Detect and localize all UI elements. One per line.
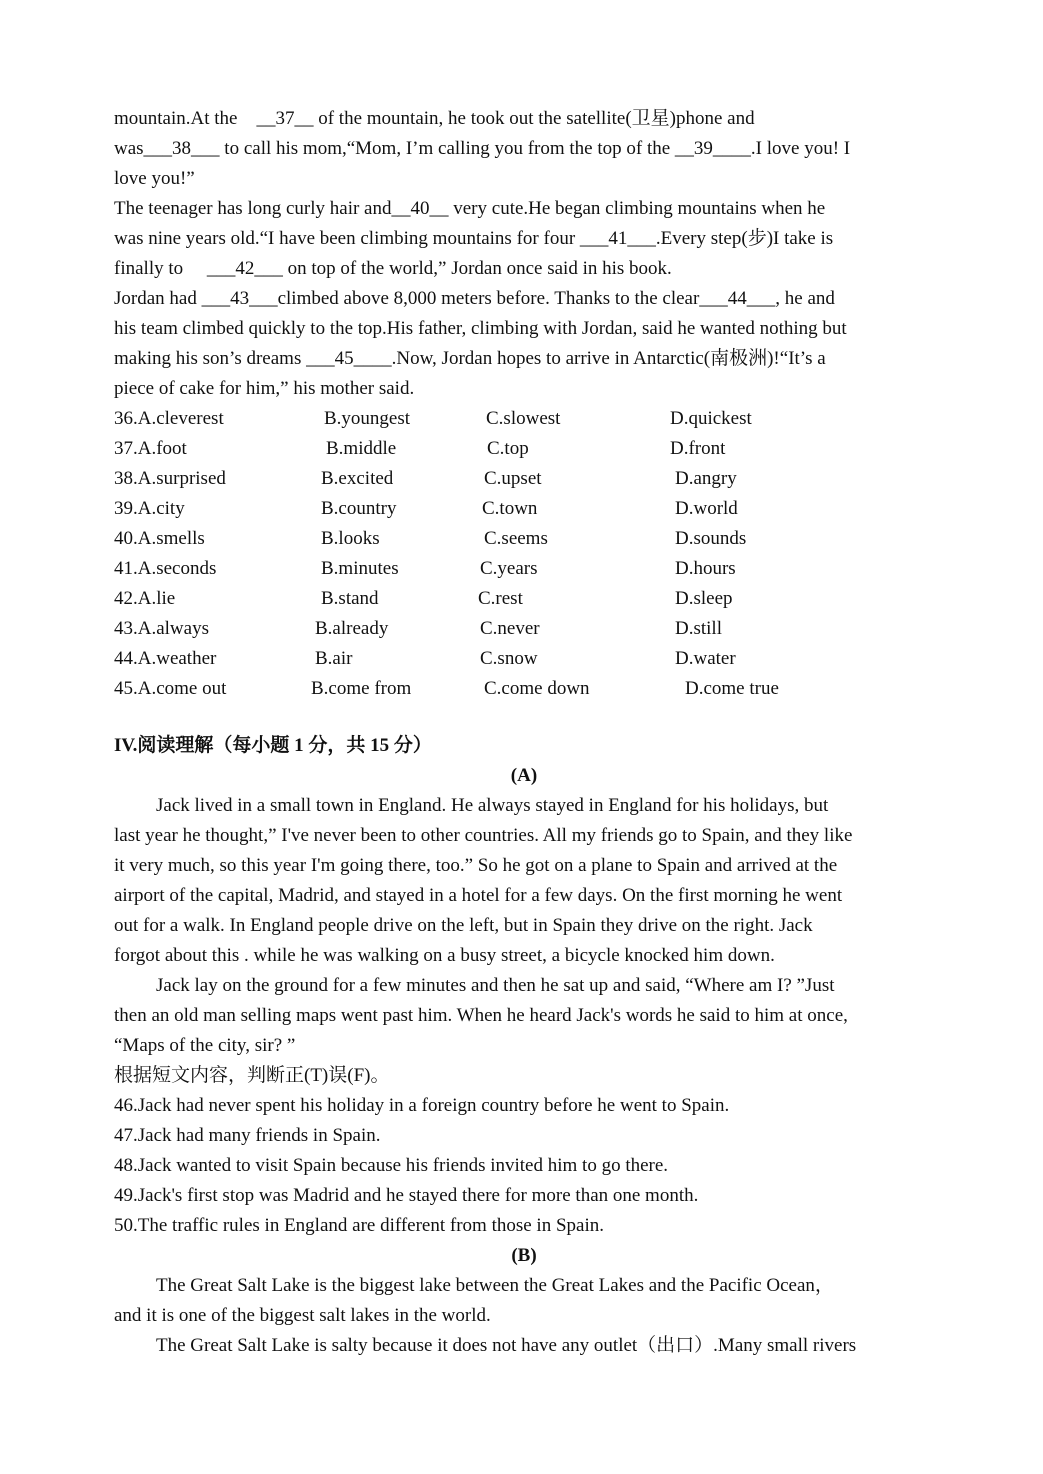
option-c: C.rest [478, 588, 523, 609]
option-b: B.minutes [321, 558, 399, 579]
option-c: C.come down [484, 678, 590, 699]
option-d: D.still [675, 618, 722, 639]
passage-line: his team climbed quickly to the top.His father, climbing with Jordan, said he wanted nothing but [114, 318, 847, 339]
cloze-options [114, 404, 934, 704]
option-row-37 [114, 434, 934, 464]
option-d: D.hours [675, 558, 736, 579]
option-c: C.upset [484, 468, 542, 489]
option-row-39 [114, 494, 934, 524]
question-item: 49.Jack's first stop was Madrid and he stayed there for more than one month. [114, 1185, 699, 1206]
option-d: D.water [675, 648, 736, 669]
option-c: C.town [482, 498, 538, 519]
option-c: C.top [487, 438, 529, 459]
question-item: 46.Jack had never spent his holiday in a foreign country before he went to Spain. [114, 1095, 730, 1116]
passage-line: The Great Salt Lake is salty because it does not have any outlet（出口）.Many small rivers [156, 1335, 857, 1356]
option-d: D.sounds [675, 528, 747, 549]
option-c: C.seems [484, 528, 548, 549]
option-c: C.never [480, 618, 540, 639]
option-d: D.front [670, 438, 726, 459]
passage-line: Jack lived in a small town in England. He always stayed in England for his holidays, but [156, 795, 829, 816]
option-b: B.stand [321, 588, 379, 609]
option-d: D.angry [675, 468, 737, 489]
option-b: B.air [315, 648, 353, 669]
option-a: 44.A.weather [114, 648, 217, 669]
passage-line: was nine years old.“I have been climbing mountains for four ___41___.Every step(步)I take is [114, 228, 834, 249]
option-row-45 [114, 674, 934, 704]
section-title: IV.阅读理解（每小题 1 分，共 15 分） [114, 735, 432, 756]
passage-line: Jordan had ___43___climbed above 8,000 meters before. Thanks to the clear___44___, he and [114, 288, 835, 309]
option-a: 40.A.smells [114, 528, 205, 549]
passage-line: and it is one of the biggest salt lakes in the world. [114, 1305, 491, 1326]
option-a: 43.A.always [114, 618, 209, 639]
option-a: 45.A.come out [114, 678, 227, 699]
document-page [114, 104, 934, 1361]
option-b: B.looks [321, 528, 380, 549]
option-c: C.years [480, 558, 538, 579]
passage-line: finally to ___42___ on top of the world,” Jordan once said in his book. [114, 258, 672, 279]
passage-line: airport of the capital, Madrid, and stayed in a hotel for a few days. On the first morning he went [114, 885, 843, 906]
question-item: 50.The traffic rules in England are different from those in Spain. [114, 1215, 604, 1236]
passage-b [114, 1271, 934, 1361]
option-b: B.middle [326, 438, 397, 459]
option-b: B.come from [311, 678, 412, 699]
passage-line: The Great Salt Lake is the biggest lake between the Great Lakes and the Pacific Ocean， [156, 1275, 834, 1296]
passage-line: out for a walk. In England people drive on the left, but in Spain they drive on the right. Jack [114, 915, 813, 936]
passage-a-title: (A) [510, 765, 538, 786]
passage-a [114, 791, 934, 1061]
passage-line: then an old man selling maps went past him. When he heard Jack's words he said to him at once, [114, 1005, 848, 1026]
passage-line: making his son’s dreams ___45____.Now, Jordan hopes to arrive in Antarctic(南极洲)!“It’s a [114, 348, 826, 369]
option-a: 38.A.surprised [114, 468, 226, 489]
option-row-43 [114, 614, 934, 644]
option-row-41 [114, 554, 934, 584]
passage-line: “Maps of the city, sir? ” [114, 1035, 296, 1056]
question-item: 48.Jack wanted to visit Spain because his friends invited him to go there. [114, 1155, 669, 1176]
option-b: B.already [315, 618, 389, 639]
question-item: 47.Jack had many friends in Spain. [114, 1125, 381, 1146]
option-a: 39.A.city [114, 498, 185, 519]
instruction-text: 根据短文内容，判断正(T)误(F)。 [114, 1065, 390, 1086]
option-row-36 [114, 404, 934, 434]
option-row-38 [114, 464, 934, 494]
option-row-40 [114, 524, 934, 554]
option-c: C.snow [480, 648, 538, 669]
passage-line: The teenager has long curly hair and__40__ very cute.He began climbing mountains when he [114, 198, 826, 219]
passage-line: forgot about this . while he was walking on a busy street, a bicycle knocked him down. [114, 945, 775, 966]
passage-b-title: (B) [511, 1245, 537, 1266]
passage-line: love you!” [114, 168, 195, 189]
passage-line: Jack lay on the ground for a few minutes and then he sat up and said, “Where am I? ”Just [156, 975, 835, 996]
option-d: D.quickest [670, 408, 752, 429]
passage-line: last year he thought,” I've never been to other countries. All my friends go to Spain, and they like [114, 825, 853, 846]
passage-line: mountain.At the __37__ of the mountain, he took out the satellite(卫星)phone and [114, 108, 755, 129]
option-d: D.come true [685, 678, 779, 699]
passage-line: it very much, so this year I'm going there, too.” So he got on a plane to Spain and arrived at the [114, 855, 838, 876]
passage-line: was___38___ to call his mom,“Mom, I’m calling you from the top of the __39____.I love you! I [114, 138, 851, 159]
option-row-42 [114, 584, 934, 614]
option-a: 41.A.seconds [114, 558, 217, 579]
passage-line: piece of cake for him,” his mother said. [114, 378, 415, 399]
cloze-passage [114, 104, 934, 404]
option-c: C.slowest [486, 408, 561, 429]
option-b: B.excited [321, 468, 394, 489]
option-d: D.sleep [675, 588, 733, 609]
option-a: 37.A.foot [114, 438, 187, 459]
option-a: 36.A.cleverest [114, 408, 224, 429]
option-d: D.world [675, 498, 738, 519]
option-row-44 [114, 644, 934, 674]
option-b: B.youngest [324, 408, 411, 429]
question-list [114, 1091, 934, 1241]
option-a: 42.A.lie [114, 588, 176, 609]
option-b: B.country [321, 498, 397, 519]
